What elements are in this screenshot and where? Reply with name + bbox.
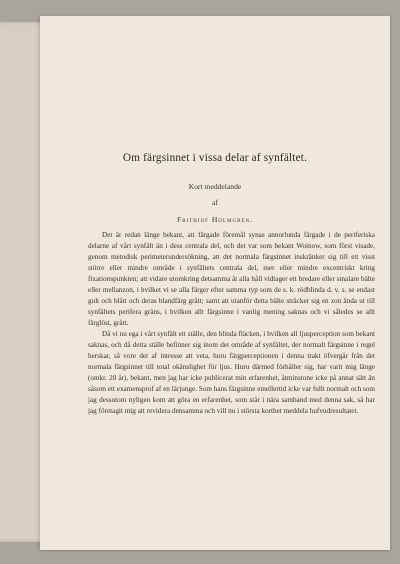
paragraph: Det är redan länge bekant, att färgade föremål synas annorlunda färgade i de periferiska delarne af vårt synfält än i dess centrala del, och det var som bekant Woinow, som först visade, genom metodisk perimeterundersökning, att det normala färgsinnet inskränker sig till ett visst större eller mindre område i synfältets centrala del, mer eller mindre excentriskt kring fixationspunkten; att vidare utomkring detsamma åt alla håll vidtager ett bredare eller smalare bälte eller mellanzon, i hvilket vi se alla färger efter samma typ som de s. k. rödblinda d. v. s. se endast gult och blått och deras blandfärg grått; samt att utanför detta bälte sträcker sig en zon ända ut till synfältets perifera gräns, i hvilken allt färgsinne i vanlig mening saknas och vi således se allt färglöst, grått. bbox=[88, 231, 375, 327]
document-subtitle: Kort meddelande bbox=[188, 182, 242, 191]
paragraph: Då vi nu ega i vårt synfält ett ställe, den blinda fläcken, i hvilken all ljusperception som bekant saknas, och då detta ställe befinner sig inom det område af synfältet, der normalt färgsinne i regel herskar, så vore det af intresse att veta, huru färgperceptionen i denna trakt öfvergår från det normala färgsinnet till total okänslighet för ljus. Huru därmed förhåller sig, har varit mig länge (omkr. 20 år), bekant, men jag har icke publicerat min erfarenhet, åtminstone icke på annat sätt än såsom ett examensprof af en lärjunge. Som hans färgsinne emellertid icke var fullt normalt och som jag dessutom nyligen kom att göra en erfarenhet, som står i nära samband med denna sak, så har jag företagit mig att revidera densamma och vill nu i största korthet meddela hufvudresultatet. bbox=[88, 330, 375, 415]
body-text bbox=[88, 230, 375, 417]
document-title: Om färgsinnet i vissa delar af synfältet. bbox=[122, 152, 308, 164]
byline: af bbox=[212, 198, 218, 207]
author-name: Frithiof Holmgren. bbox=[177, 215, 253, 224]
document-page bbox=[40, 16, 390, 550]
